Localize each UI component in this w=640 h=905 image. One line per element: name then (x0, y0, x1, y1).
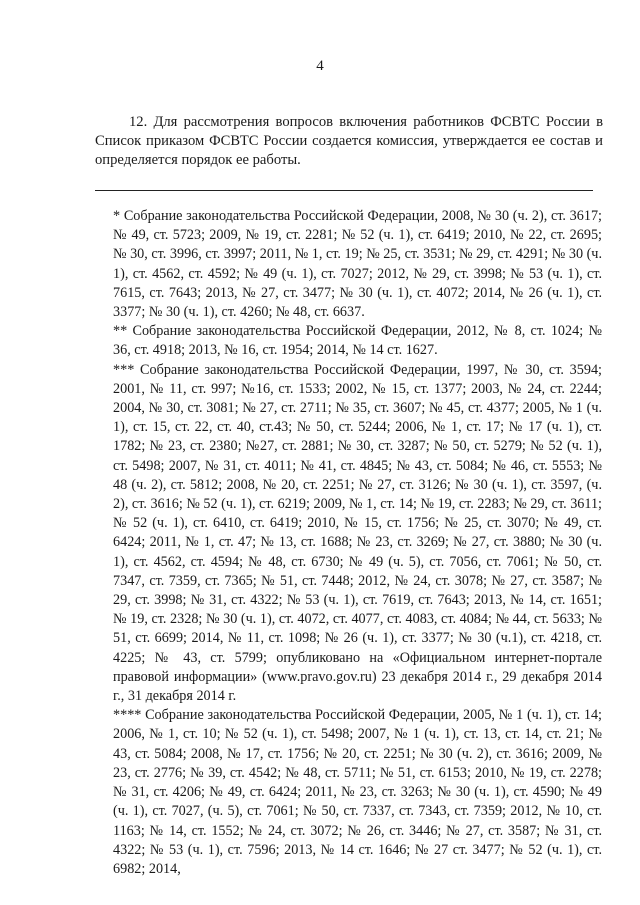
footnote-1: * Собрание законодательства Российской Федерации, 2008, № 30 (ч. 2), ст. 3617; № 49, ст. 5723; 2009, № 19, ст. 2281; № 52 (ч. 1), ст. 6419; 2010, № 22, ст. 2695; № 30, ст. 3996, ст. 3997; 2011, № 1, ст. 19; № 25, ст. 3531; № 29, ст. 4291; № 30 (ч. 1), ст. 4562, ст. 4592; № 49 (ч. 1), ст. 7027; 2012, № 29, ст. 3998; № 53 (ч. 1), ст. 7615, ст. 7643; 2013, № 27, ст. 3477; № 30 (ч. 1), ст. 4072; 2014, № 26 (ч. 1), ст. 3377; № 30 (ч. 1), ст. 4260; № 48, ст. 6637. (113, 208, 602, 321)
footnote-4: **** Собрание законодательства Российской Федерации, 2005, № 1 (ч. 1), ст. 14; 2006, № 1, ст. 10; № 52 (ч. 1), ст. 5498; 2007, № 1 (ч. 1), ст. 13, ст. 14, ст. 21; № 43, ст. 5084; 2008, № 17, ст. 1756; № 20, ст. 2251; № 30 (ч. 2), ст. 3616; 2009, № 23, ст. 2776; № 39, ст. 4542; № 48, ст. 5711; № 51, ст. 6153; 2010, № 19, ст. 2278; № 31, ст. 4206; № 49, ст. 6424; 2011, № 23, ст. 3263; № 30 (ч. 1), ст. 4590; № 49 (ч. 1), ст. 7027, (ч. 5), ст. 7061; № 50, ст. 7337, ст. 7343, ст. 7359; 2012, № 10, ст. 1163; № 14, ст. 1552; № 24, ст. 3072; № 26, ст. 3446; № 27, ст. 3587; № 31, ст. 4322; № 53 (ч. 1), ст. 7596; 2013, № 14 ст. 1646; № 27 ст. 3477; № 52 (ч. 1), ст. 6982; 2014, (113, 707, 602, 877)
footnote-2: ** Собрание законодательства Российской Федерации, 2012, № 8, ст. 1024; № 36, ст. 4918; 2013, № 16, ст. 1954; 2014, № 14 ст. 1627. (113, 323, 602, 359)
paragraph-12: 12. Для рассмотрения вопросов включения работников ФСВТС России в Список приказом ФСВТС России создается комиссия, утверждается ее состав и определяется порядок ее работы. (95, 113, 603, 168)
page-number: 4 (316, 58, 324, 74)
footnotes-block (113, 207, 602, 879)
footnote-divider (95, 190, 593, 191)
footnote-3: *** Собрание законодательства Российской Федерации, 1997, № 30, ст. 3594; 2001, № 11, ст. 997; №16, ст. 1533; 2002, № 15, ст. 1377; 2003, № 24, ст. 2244; 2004, № 30, ст. 3081; № 27, ст. 2711; № 35, ст. 3607; № 45, ст. 4377; 2005, № 1 (ч. 1), ст. 15, ст. 22, ст. 40, ст.43; № 50, ст. 5244; 2006, № 1, ст. 17; № 17 (ч. 1), ст. 1782; № 23, ст. 2380; №27, ст. 2881; № 30, ст. 3287; № 50, ст. 5279; № 52 (ч. 1), ст. 5498; 2007, № 31, ст. 4011; № 41, ст. 4845; № 43, ст. 5084; № 46, ст. 5553; № 48 (ч. 2), ст. 5812; 2008, № 20, ст. 2251; № 27, ст. 3126; № 30 (ч. 1), ст. 3597, (ч. 2), ст. 3616; № 52 (ч. 1), ст. 6219; 2009, № 1, ст. 14; № 19, ст. 2283; № 29, ст. 3611; № 52 (ч. 1), ст. 6410, ст. 6419; 2010, № 15, ст. 1756; № 25, ст. 3070; № 49, ст. 6424; 2011, № 1, ст. 47; № 13, ст. 1688; № 23, ст. 3269; № 27, ст. 3880; № 30 (ч. 1), ст. 4562, ст. 4594; № 48, ст. 6730; № 49 (ч. 5), ст. 7056, ст. 7061; № 50, ст. 7347, ст. 7359, ст. 7365; № 51, ст. 7448; 2012, № 24, ст. 3078; № 27, ст. 3587; № 29, ст. 3998; № 31, ст. 4322; № 53 (ч. 1), ст. 7619, ст. 7643; 2013, № 14, ст. 1651; № 19, ст. 2328; № 30 (ч. 1), ст. 4072, ст. 4077, ст. 4083, ст. 4084; № 44, ст. 5633; № 51, ст. 6699; 2014, № 11, ст. 1098; № 26 (ч. 1), ст. 3377; № 30 (ч.1), ст. 4218, ст. 4225; № 43, ст. 5799; опубликовано на «Официальном интернет-портале правовой информации» (www.pravo.gov.ru) 23 декабря 2014 г., 29 декабря 2014 г., 31 декабря 2014 г. (113, 361, 602, 705)
